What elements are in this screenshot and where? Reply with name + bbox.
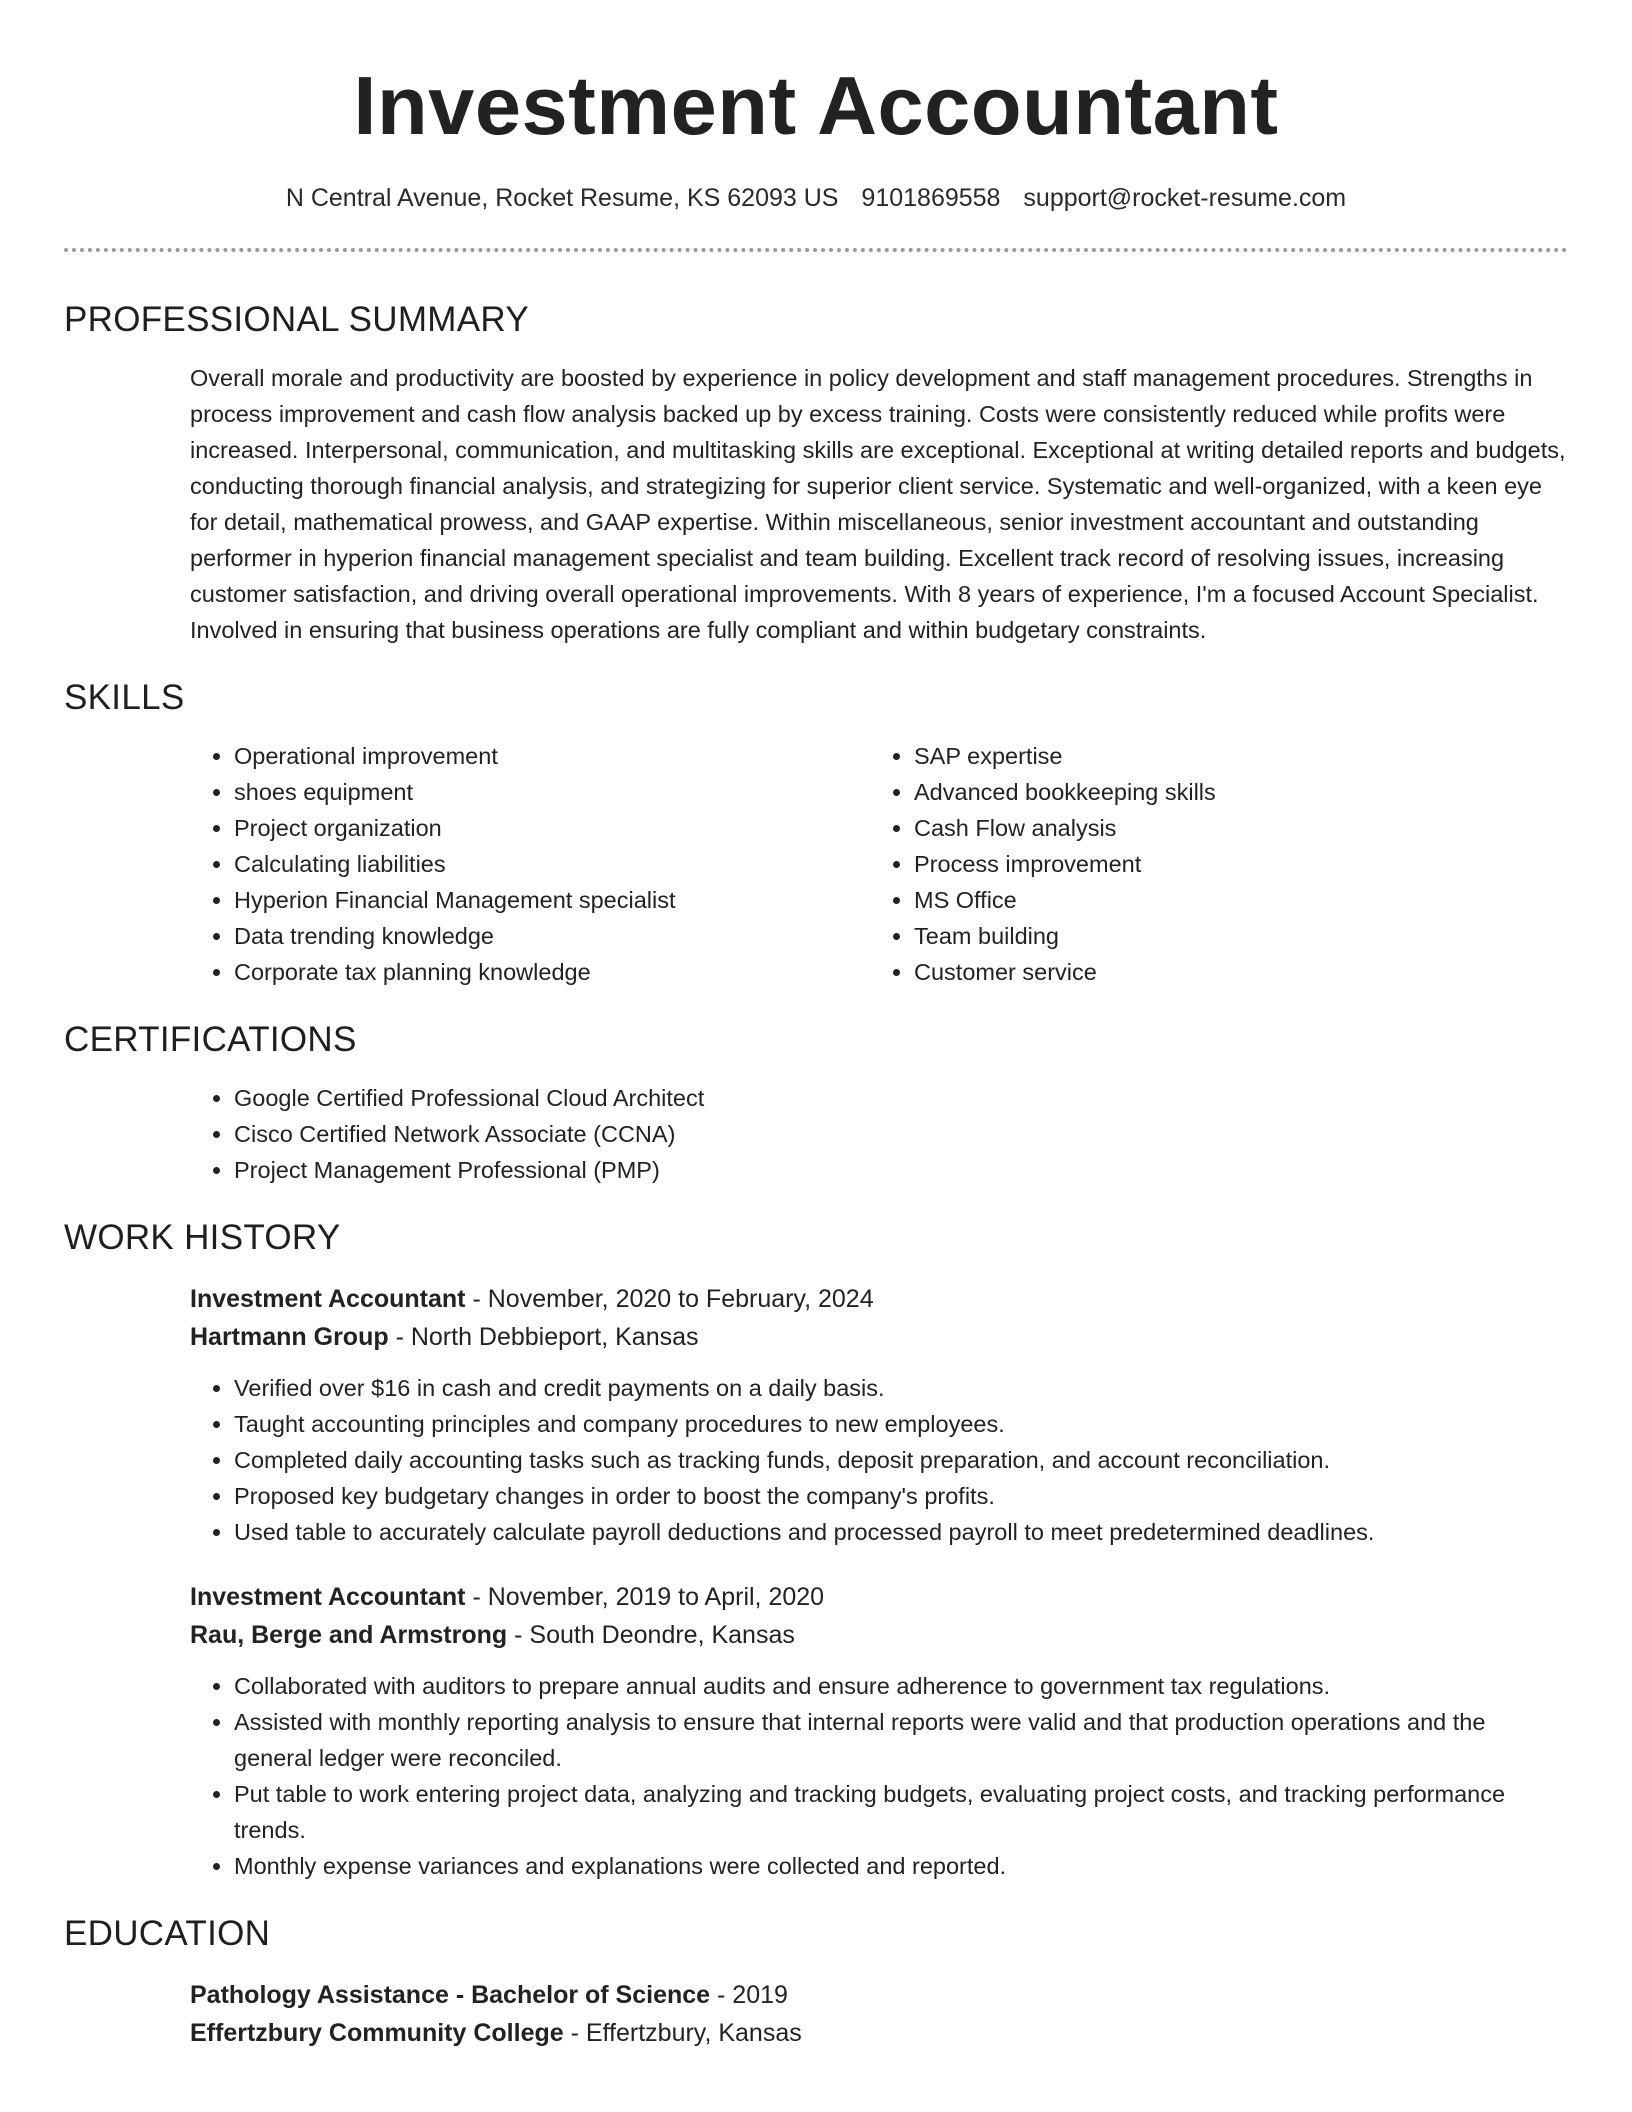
list-item: • shoes equipment [234, 774, 870, 810]
summary-section [64, 300, 1568, 648]
job-entry [190, 1578, 1568, 1654]
list-item: • Corporate tax planning knowledge [234, 954, 870, 990]
job-location: - North Debbieport, Kansas [388, 1323, 699, 1351]
list-item: • Team building [914, 918, 1550, 954]
education-location: - Effertzbury, Kansas [563, 2019, 802, 2047]
job-bullets-wrap [190, 1668, 1568, 1884]
education-section [64, 1914, 1568, 2052]
resume-name: Investment Accountant [353, 59, 1279, 152]
resume-page [64, 0, 1568, 2052]
job-bullets [190, 1370, 1568, 1550]
job-dates: - November, 2020 to February, 2024 [465, 1285, 874, 1313]
contact-address: N Central Avenue, Rocket Resume, KS 62093 US [285, 184, 839, 212]
skills-list-left [190, 738, 870, 990]
list-item: • Calculating liabilities [234, 846, 870, 882]
education-degree: Pathology Assistance - Bachelor of Science [190, 1981, 711, 2009]
job-title-line [190, 1280, 1568, 1318]
list-item: • Project Management Professional (PMP) [234, 1152, 1568, 1188]
list-item: • Process improvement [914, 846, 1550, 882]
skills-heading: SKILLS [64, 678, 185, 717]
certifications-heading: CERTIFICATIONS [64, 1020, 357, 1059]
certifications-section [64, 1020, 1568, 1188]
summary-text: Overall morale and productivity are boosted by experience in policy development and staff management procedures. Strengths in process improvement and cash flow analysis backed up by excess training. Costs were consistently reduced while profits were increased. Interpersonal, communication, and multitasking skills are exceptional. Exceptional at writing detailed reports and budgets, conducting thorough financial analysis, and strategizing for superior client service. Systematic and well-organized, with a keen eye for detail, mathematical prowess, and GAAP expertise. Within miscellaneous, senior investment accountant and outstanding performer in hyperion financial management specialist and team building. Excellent track record of resolving issues, increasing customer satisfaction, and driving overall operational improvements. With 8 years of experience, I'm a focused Account Specialist. Involved in ensuring that business operations are fully compliant and within budgetary constraints. [190, 365, 1566, 643]
list-item: • Completed daily accounting tasks such as tracking funds, deposit preparation, and account reconciliation. [234, 1442, 1568, 1478]
education-degree-line [190, 1976, 1568, 2014]
header-divider [64, 248, 1568, 252]
skills-section [64, 678, 1568, 990]
job-role: Investment Accountant [190, 1583, 466, 1611]
list-item: • Taught accounting principles and company procedures to new employees. [234, 1406, 1568, 1442]
list-item: • MS Office [914, 882, 1550, 918]
job-company-line [190, 1318, 1568, 1356]
job-title-line [190, 1578, 1568, 1616]
list-item: • Data trending knowledge [234, 918, 870, 954]
list-item: • Collaborated with auditors to prepare annual audits and ensure adherence to government tax regulations. [234, 1668, 1568, 1704]
education-school-line [190, 2014, 1568, 2052]
contact-line [64, 182, 1568, 214]
job-bullets [190, 1668, 1568, 1884]
list-item: • Operational improvement [234, 738, 870, 774]
job-company: Hartmann Group [190, 1323, 389, 1351]
contact-email: support@rocket-resume.com [1023, 184, 1347, 212]
job-bullets-wrap [190, 1370, 1568, 1550]
skills-columns [190, 738, 1568, 990]
certifications-list-wrap [190, 1080, 1568, 1188]
list-item: • SAP expertise [914, 738, 1550, 774]
job-location: - South Deondre, Kansas [507, 1621, 795, 1649]
education-heading: EDUCATION [64, 1914, 271, 1953]
contact-phone: 9101869558 [861, 184, 1001, 212]
job-company-line [190, 1616, 1568, 1654]
list-item: • Project organization [234, 810, 870, 846]
education-entry [190, 1976, 1568, 2052]
work-section [64, 1218, 1568, 1884]
list-item: • Google Certified Professional Cloud Architect [234, 1080, 1568, 1116]
list-item: • Assisted with monthly reporting analysis to ensure that internal reports were valid and that production operations and the general ledger were reconciled. [234, 1704, 1568, 1776]
job-dates: - November, 2019 to April, 2020 [465, 1583, 825, 1611]
list-item: • Hyperion Financial Management specialist [234, 882, 870, 918]
skills-column-right [870, 738, 1550, 990]
job-entry [190, 1280, 1568, 1356]
summary-heading: PROFESSIONAL SUMMARY [64, 300, 529, 339]
certifications-list [190, 1080, 1568, 1188]
education-year: - 2019 [710, 1981, 788, 2009]
job-role: Investment Accountant [190, 1285, 466, 1313]
skills-column-left [190, 738, 870, 990]
list-item: • Cash Flow analysis [914, 810, 1550, 846]
list-item: • Proposed key budgetary changes in order to boost the company's profits. [234, 1478, 1568, 1514]
list-item: • Used table to accurately calculate payroll deductions and processed payroll to meet predetermined deadlines. [234, 1514, 1568, 1550]
list-item: • Monthly expense variances and explanations were collected and reported. [234, 1848, 1568, 1884]
list-item: • Verified over $16 in cash and credit payments on a daily basis. [234, 1370, 1568, 1406]
job-company: Rau, Berge and Armstrong [190, 1621, 508, 1649]
skills-list-right [870, 738, 1550, 990]
list-item: • Customer service [914, 954, 1550, 990]
list-item: • Cisco Certified Network Associate (CCNA) [234, 1116, 1568, 1152]
list-item: • Put table to work entering project data, analyzing and tracking budgets, evaluating project costs, and tracking performance trends. [234, 1776, 1568, 1848]
list-item: • Advanced bookkeeping skills [914, 774, 1550, 810]
work-heading: WORK HISTORY [64, 1218, 341, 1257]
education-school: Effertzbury Community College [190, 2019, 564, 2047]
